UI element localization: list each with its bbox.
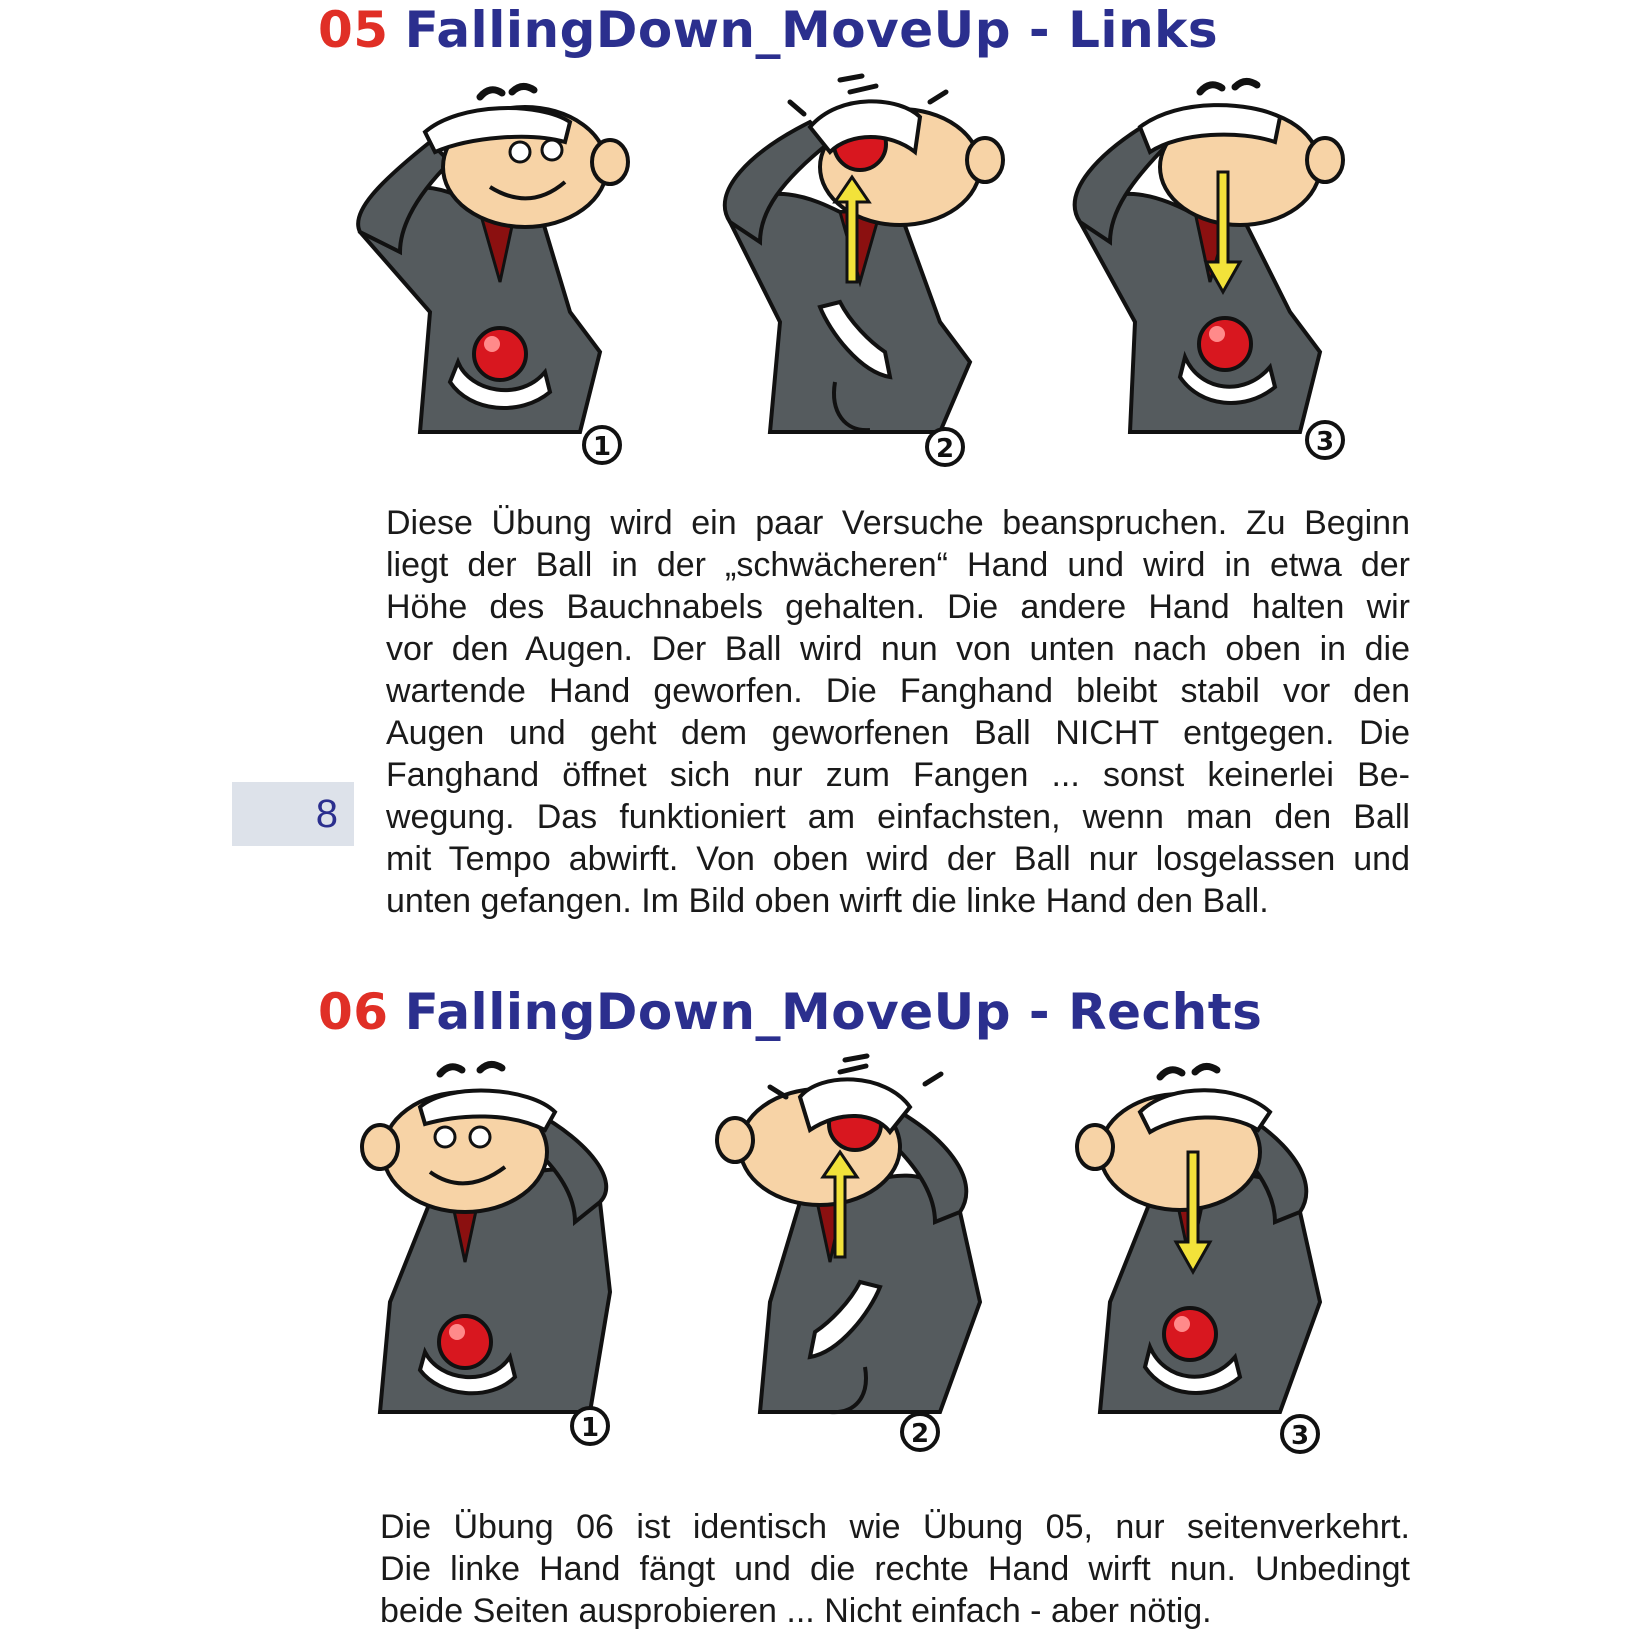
text-line: Die linke Hand fängt und die rechte Hand wirft nun. Unbedingt [380, 1550, 1410, 1588]
text-line: wegung. Das funktioniert am einfachsten, wenn man den Ball [386, 798, 1410, 836]
section-05-text [386, 502, 1410, 922]
juggler-figure-2 [717, 1056, 980, 1450]
step-number: 3 [1290, 1421, 1310, 1451]
text-line: Diese Übung wird ein paar Versuche beanspruchen. Zu Beginn [386, 504, 1410, 542]
juggler-figure-1 [362, 1064, 610, 1444]
ball-icon [1199, 318, 1251, 370]
text-line: Die Übung 06 ist identisch wie Übung 05, nur seitenverkehrt. [380, 1508, 1410, 1546]
ball-icon [1164, 1308, 1216, 1360]
section-06-text [380, 1506, 1410, 1632]
text-line: Augen und geht dem geworfenen Ball NICHT entgegen. Die [386, 714, 1410, 752]
step-number: 1 [592, 432, 612, 462]
juggler-figure-3 [1075, 81, 1343, 458]
text-line: Fanghand öffnet sich nur zum Fangen ... sonst keinerlei Be- [386, 756, 1410, 794]
juggler-figure-1 [358, 86, 628, 463]
illustration-strip-06 [340, 1052, 1420, 1502]
juggler-figure-3 [1077, 1066, 1320, 1452]
section-06-heading [318, 982, 1262, 1042]
ball-icon [474, 328, 526, 380]
text-line: beide Seiten ausprobieren ... Nicht einfach - aber nötig. [380, 1592, 1212, 1630]
step-number: 2 [935, 434, 955, 464]
juggler-figure-2 [725, 76, 1003, 465]
step-number: 1 [580, 1413, 600, 1443]
text-line: unten gefangen. Im Bild oben wirft die linke Hand den Ball. [386, 882, 1269, 920]
page-number: 8 [232, 782, 354, 846]
section-05-heading [318, 0, 1218, 60]
text-line: Höhe des Bauchnabels gehalten. Die andere Hand halten wir [386, 588, 1410, 626]
text-line: mit Tempo abwirft. Von oben wird der Ball nur losgelassen und [386, 840, 1410, 878]
ball-icon [439, 1316, 491, 1368]
text-line: wartende Hand geworfen. Die Fanghand bleibt stabil vor den [386, 672, 1410, 710]
section-number: 06 [318, 983, 389, 1041]
text-line: liegt der Ball in der „schwächeren“ Hand und wird in etwa der [386, 546, 1410, 584]
text-line: vor den Augen. Der Ball wird nun von unten nach oben in die [386, 630, 1410, 668]
step-number: 2 [910, 1419, 930, 1449]
illustration-strip-05 [340, 72, 1420, 512]
section-title: FallingDown_MoveUp - Rechts [404, 983, 1263, 1041]
section-number: 05 [318, 1, 389, 59]
section-title: FallingDown_MoveUp - Links [404, 1, 1219, 59]
step-number: 3 [1315, 427, 1335, 457]
